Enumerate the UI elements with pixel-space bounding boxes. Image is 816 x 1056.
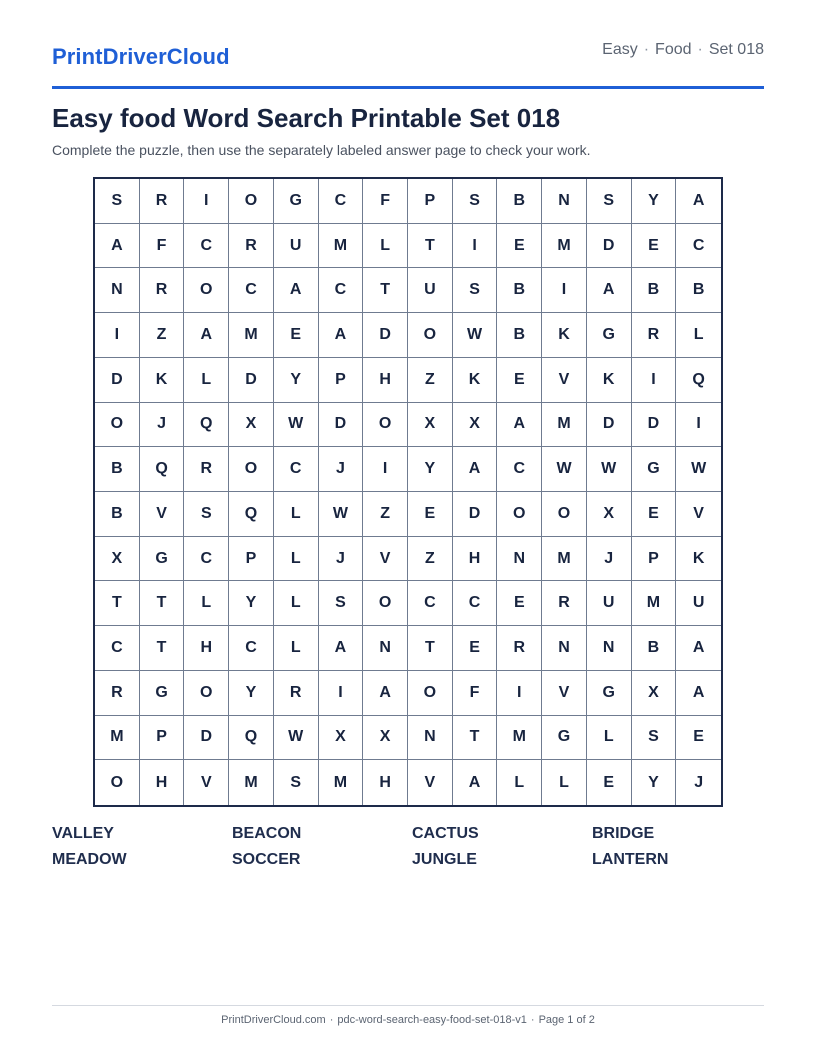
- grid-cell[interactable]: V: [676, 492, 721, 537]
- breadcrumb-separator: ·: [697, 41, 703, 58]
- grid-cell[interactable]: A: [676, 626, 721, 671]
- grid-cell[interactable]: C: [453, 581, 498, 626]
- grid-cell[interactable]: X: [319, 716, 364, 761]
- grid-cell[interactable]: M: [229, 313, 274, 358]
- grid-cell[interactable]: W: [453, 313, 498, 358]
- grid-cell[interactable]: M: [497, 716, 542, 761]
- grid-cell[interactable]: S: [453, 179, 498, 224]
- grid-cell[interactable]: E: [587, 760, 632, 805]
- grid-cell[interactable]: K: [676, 537, 721, 582]
- grid-cell[interactable]: W: [319, 492, 364, 537]
- grid-cell[interactable]: L: [497, 760, 542, 805]
- grid-cell[interactable]: F: [140, 224, 185, 269]
- grid-cell[interactable]: C: [274, 447, 319, 492]
- grid-cell[interactable]: M: [542, 403, 587, 448]
- grid-cell[interactable]: R: [184, 447, 229, 492]
- grid-cell[interactable]: S: [319, 581, 364, 626]
- grid-cell[interactable]: A: [497, 403, 542, 448]
- grid-cell[interactable]: P: [408, 179, 453, 224]
- grid-cell[interactable]: C: [408, 581, 453, 626]
- grid-cell[interactable]: E: [497, 581, 542, 626]
- grid-cell[interactable]: I: [676, 403, 721, 448]
- grid-cell[interactable]: G: [587, 313, 632, 358]
- grid-cell[interactable]: G: [140, 537, 185, 582]
- grid-cell[interactable]: U: [408, 268, 453, 313]
- grid-cell[interactable]: A: [274, 268, 319, 313]
- grid-cell[interactable]: M: [95, 716, 140, 761]
- grid-cell[interactable]: P: [319, 358, 364, 403]
- grid-cell[interactable]: W: [274, 716, 319, 761]
- grid-cell[interactable]: W: [676, 447, 721, 492]
- breadcrumb-category[interactable]: Food: [655, 41, 692, 58]
- grid-cell[interactable]: M: [542, 224, 587, 269]
- grid-cell[interactable]: Z: [363, 492, 408, 537]
- grid-cell[interactable]: R: [140, 268, 185, 313]
- footer-separator: ·: [530, 1014, 535, 1026]
- grid-cell[interactable]: O: [363, 403, 408, 448]
- grid-cell[interactable]: E: [453, 626, 498, 671]
- grid-cell[interactable]: U: [587, 581, 632, 626]
- grid-cell[interactable]: Y: [408, 447, 453, 492]
- grid-cell[interactable]: O: [229, 179, 274, 224]
- breadcrumb-set[interactable]: Set 018: [708, 41, 764, 58]
- grid-cell[interactable]: I: [632, 358, 677, 403]
- grid-cell[interactable]: S: [587, 179, 632, 224]
- grid-cell[interactable]: X: [229, 403, 274, 448]
- grid-cell[interactable]: B: [497, 313, 542, 358]
- grid-cell[interactable]: S: [632, 716, 677, 761]
- grid-cell[interactable]: L: [184, 581, 229, 626]
- word-list-item: SOCCER: [232, 851, 301, 868]
- grid-cell[interactable]: H: [363, 760, 408, 805]
- grid-cell[interactable]: D: [363, 313, 408, 358]
- grid-cell[interactable]: L: [587, 716, 632, 761]
- grid-cell[interactable]: X: [95, 537, 140, 582]
- footer-page-number: Page 1 of 2: [538, 1014, 595, 1026]
- page-title: Easy food Word Search Printable Set 018: [52, 103, 561, 133]
- grid-cell[interactable]: X: [363, 716, 408, 761]
- grid-cell[interactable]: O: [95, 403, 140, 448]
- grid-cell[interactable]: Y: [229, 581, 274, 626]
- grid-cell[interactable]: S: [95, 179, 140, 224]
- grid-cell[interactable]: Q: [229, 716, 274, 761]
- grid-cell[interactable]: B: [497, 268, 542, 313]
- grid-cell[interactable]: L: [676, 313, 721, 358]
- grid-cell[interactable]: A: [676, 671, 721, 716]
- grid-cell[interactable]: L: [274, 626, 319, 671]
- grid-cell[interactable]: Z: [408, 358, 453, 403]
- grid-cell[interactable]: C: [229, 626, 274, 671]
- grid-cell[interactable]: R: [632, 313, 677, 358]
- grid-cell[interactable]: B: [676, 268, 721, 313]
- grid-cell[interactable]: T: [408, 626, 453, 671]
- grid-cell[interactable]: G: [632, 447, 677, 492]
- grid-cell[interactable]: N: [408, 716, 453, 761]
- word-list: [52, 825, 764, 869]
- grid-cell[interactable]: T: [453, 716, 498, 761]
- grid-cell[interactable]: I: [184, 179, 229, 224]
- grid-cell[interactable]: H: [453, 537, 498, 582]
- grid-cell[interactable]: Y: [229, 671, 274, 716]
- grid-cell[interactable]: D: [95, 358, 140, 403]
- breadcrumb-separator: ·: [643, 41, 650, 58]
- grid-cell[interactable]: N: [542, 179, 587, 224]
- grid-cell[interactable]: O: [95, 760, 140, 805]
- page-subtitle: Complete the puzzle, then use the separately labeled answer page to check your work.: [52, 142, 591, 158]
- grid-cell[interactable]: B: [95, 447, 140, 492]
- grid-cell[interactable]: U: [676, 581, 721, 626]
- page-footer: [0, 1014, 816, 1026]
- footer-site: PrintDriverCloud.com: [221, 1014, 326, 1026]
- grid-cell[interactable]: J: [319, 447, 364, 492]
- grid-cell[interactable]: D: [587, 224, 632, 269]
- grid-cell[interactable]: A: [676, 179, 721, 224]
- grid-cell[interactable]: Q: [676, 358, 721, 403]
- grid-cell[interactable]: V: [363, 537, 408, 582]
- word-list-item: LANTERN: [592, 851, 669, 868]
- grid-cell[interactable]: U: [274, 224, 319, 269]
- grid-cell[interactable]: C: [319, 268, 364, 313]
- grid-cell[interactable]: Y: [632, 760, 677, 805]
- grid-cell[interactable]: S: [274, 760, 319, 805]
- grid-cell[interactable]: A: [363, 671, 408, 716]
- word-list-item: CACTUS: [412, 825, 479, 842]
- grid-cell[interactable]: A: [587, 268, 632, 313]
- grid-cell[interactable]: V: [140, 492, 185, 537]
- grid-cell[interactable]: N: [95, 268, 140, 313]
- grid-cell[interactable]: W: [542, 447, 587, 492]
- grid-cell[interactable]: L: [274, 492, 319, 537]
- grid-cell[interactable]: L: [274, 581, 319, 626]
- grid-cell[interactable]: L: [542, 760, 587, 805]
- grid-cell[interactable]: R: [274, 671, 319, 716]
- grid-cell[interactable]: D: [229, 358, 274, 403]
- grid-cell[interactable]: I: [453, 224, 498, 269]
- footer-separator: ·: [329, 1014, 334, 1026]
- grid-cell[interactable]: M: [632, 581, 677, 626]
- grid-cell[interactable]: T: [363, 268, 408, 313]
- grid-cell[interactable]: M: [229, 760, 274, 805]
- grid-cell[interactable]: K: [453, 358, 498, 403]
- grid-cell[interactable]: O: [363, 581, 408, 626]
- grid-cell[interactable]: X: [408, 403, 453, 448]
- grid-cell[interactable]: Y: [274, 358, 319, 403]
- grid-cell[interactable]: N: [363, 626, 408, 671]
- grid-cell[interactable]: J: [319, 537, 364, 582]
- grid-cell[interactable]: P: [140, 716, 185, 761]
- grid-cell[interactable]: B: [632, 626, 677, 671]
- grid-cell[interactable]: E: [408, 492, 453, 537]
- grid-cell[interactable]: Y: [632, 179, 677, 224]
- page-header: [52, 0, 764, 89]
- word-list-item: BRIDGE: [592, 825, 655, 842]
- grid-cell[interactable]: W: [274, 403, 319, 448]
- grid-cell[interactable]: P: [632, 537, 677, 582]
- grid-cell[interactable]: S: [453, 268, 498, 313]
- grid-cell[interactable]: Q: [184, 403, 229, 448]
- grid-cell[interactable]: A: [453, 447, 498, 492]
- grid-cell[interactable]: D: [319, 403, 364, 448]
- grid-cell[interactable]: T: [408, 224, 453, 269]
- grid-cell[interactable]: C: [229, 268, 274, 313]
- breadcrumb: [602, 41, 764, 59]
- grid-cell[interactable]: J: [140, 403, 185, 448]
- grid-cell[interactable]: M: [319, 224, 364, 269]
- grid-cell[interactable]: E: [497, 224, 542, 269]
- grid-cell[interactable]: V: [184, 760, 229, 805]
- grid-cell[interactable]: E: [274, 313, 319, 358]
- grid-cell[interactable]: A: [184, 313, 229, 358]
- grid-cell[interactable]: D: [453, 492, 498, 537]
- grid-cell[interactable]: E: [632, 492, 677, 537]
- grid-cell[interactable]: V: [542, 358, 587, 403]
- grid-cell[interactable]: O: [408, 313, 453, 358]
- grid-cell[interactable]: Q: [229, 492, 274, 537]
- grid-cell[interactable]: A: [453, 760, 498, 805]
- grid-cell[interactable]: S: [184, 492, 229, 537]
- grid-cell[interactable]: L: [274, 537, 319, 582]
- grid-cell[interactable]: X: [453, 403, 498, 448]
- grid-cell[interactable]: T: [140, 626, 185, 671]
- grid-cell[interactable]: O: [497, 492, 542, 537]
- breadcrumb-level[interactable]: Easy: [602, 41, 638, 58]
- grid-cell[interactable]: N: [497, 537, 542, 582]
- grid-cell[interactable]: I: [95, 313, 140, 358]
- grid-cell[interactable]: M: [319, 760, 364, 805]
- grid-cell[interactable]: I: [319, 671, 364, 716]
- grid-cell[interactable]: R: [95, 671, 140, 716]
- grid-cell[interactable]: E: [497, 358, 542, 403]
- grid-cell[interactable]: C: [184, 537, 229, 582]
- grid-cell[interactable]: J: [587, 537, 632, 582]
- grid-cell[interactable]: Z: [140, 313, 185, 358]
- grid-cell[interactable]: C: [95, 626, 140, 671]
- grid-cell[interactable]: D: [587, 403, 632, 448]
- grid-cell[interactable]: R: [229, 224, 274, 269]
- word-list-item: JUNGLE: [412, 851, 477, 868]
- grid-cell[interactable]: E: [676, 716, 721, 761]
- grid-cell[interactable]: R: [542, 581, 587, 626]
- grid-cell[interactable]: C: [676, 224, 721, 269]
- footer-divider: [52, 1005, 764, 1006]
- grid-cell[interactable]: I: [497, 671, 542, 716]
- grid-cell[interactable]: C: [319, 179, 364, 224]
- word-list-item: MEADOW: [52, 851, 127, 868]
- grid-cell[interactable]: O: [542, 492, 587, 537]
- grid-cell[interactable]: F: [453, 671, 498, 716]
- grid-cell[interactable]: M: [542, 537, 587, 582]
- grid-cell[interactable]: L: [184, 358, 229, 403]
- grid-cell[interactable]: O: [184, 268, 229, 313]
- grid-cell[interactable]: N: [542, 626, 587, 671]
- grid-cell[interactable]: C: [497, 447, 542, 492]
- grid-cell[interactable]: C: [184, 224, 229, 269]
- grid-cell[interactable]: O: [229, 447, 274, 492]
- grid-cell[interactable]: Z: [408, 537, 453, 582]
- grid-cell[interactable]: A: [319, 626, 364, 671]
- grid-cell[interactable]: H: [184, 626, 229, 671]
- grid-cell[interactable]: N: [587, 626, 632, 671]
- grid-cell[interactable]: T: [95, 581, 140, 626]
- grid-cell[interactable]: A: [319, 313, 364, 358]
- word-list-item: VALLEY: [52, 825, 114, 842]
- grid-cell[interactable]: I: [363, 447, 408, 492]
- grid-cell[interactable]: K: [542, 313, 587, 358]
- grid-cell[interactable]: O: [408, 671, 453, 716]
- grid-cell[interactable]: R: [140, 179, 185, 224]
- grid-cell[interactable]: T: [140, 581, 185, 626]
- grid-cell[interactable]: H: [363, 358, 408, 403]
- footer-doc-id: pdc-word-search-easy-food-set-018-v1: [337, 1014, 527, 1026]
- grid-cell[interactable]: G: [140, 671, 185, 716]
- grid-cell[interactable]: G: [274, 179, 319, 224]
- brand-logo[interactable]: PrintDriverCloud: [52, 44, 230, 69]
- grid-cell[interactable]: H: [140, 760, 185, 805]
- grid-cell[interactable]: Q: [140, 447, 185, 492]
- grid-cell[interactable]: O: [184, 671, 229, 716]
- grid-cell[interactable]: B: [632, 268, 677, 313]
- grid-cell[interactable]: J: [694, 773, 704, 791]
- grid-cell[interactable]: K: [140, 358, 185, 403]
- grid-cell[interactable]: X: [632, 671, 677, 716]
- grid-cell[interactable]: D: [632, 403, 677, 448]
- grid-cell[interactable]: G: [542, 716, 587, 761]
- grid-cell[interactable]: V: [408, 760, 453, 805]
- grid-cell[interactable]: W: [587, 447, 632, 492]
- grid-cell[interactable]: V: [542, 671, 587, 716]
- grid-cell[interactable]: L: [363, 224, 408, 269]
- grid-cell[interactable]: B: [95, 492, 140, 537]
- grid-cell[interactable]: X: [587, 492, 632, 537]
- grid-cell[interactable]: I: [542, 268, 587, 313]
- grid-cell[interactable]: K: [587, 358, 632, 403]
- grid-cell[interactable]: P: [229, 537, 274, 582]
- grid-cell[interactable]: R: [497, 626, 542, 671]
- grid-cell[interactable]: F: [363, 179, 408, 224]
- grid-cell[interactable]: A: [95, 224, 140, 269]
- word-search-grid: [93, 177, 723, 807]
- grid-cell[interactable]: B: [497, 179, 542, 224]
- grid-cell[interactable]: D: [184, 716, 229, 761]
- grid-cell[interactable]: G: [587, 671, 632, 716]
- word-list-item: BEACON: [232, 825, 302, 842]
- grid-cell[interactable]: E: [632, 224, 677, 269]
